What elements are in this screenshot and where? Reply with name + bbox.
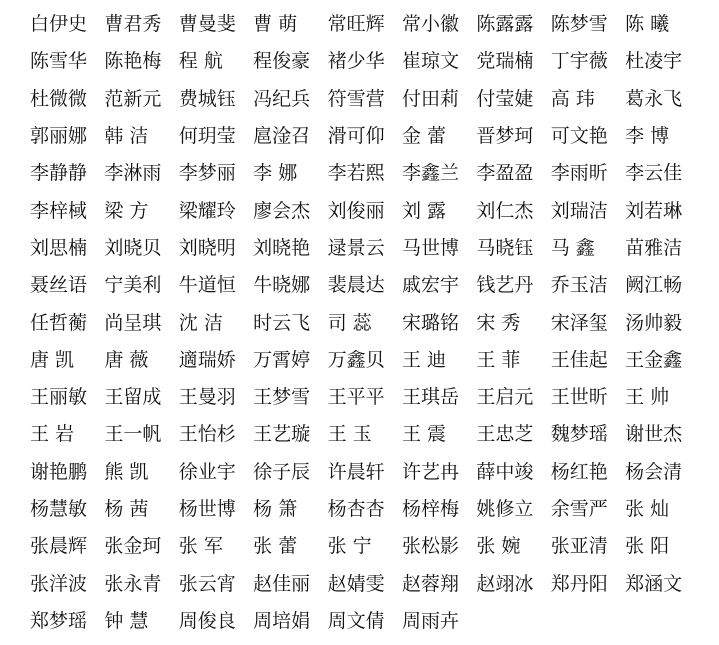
name-item: 刘若琳 [625,199,683,222]
name-item: 曹曼斐 [178,13,236,36]
name-item: 白伊史 [30,13,88,36]
name-item: 刘 露 [401,199,446,222]
name-item: 王 帅 [625,386,670,409]
name-item: 曹君秀 [104,13,162,36]
name-item: 王艺璇 [253,423,311,446]
name-item: 符雪营 [327,87,385,110]
name-item: 李淋雨 [104,162,162,185]
name-item: 韩 洁 [104,125,149,148]
name-item: 宋 秀 [476,311,521,334]
name-item: 宁美利 [104,274,162,297]
name-item: 张 宁 [327,535,372,558]
name-item: 杨 茜 [104,498,149,520]
name-item: 廖会杰 [253,199,311,222]
name-item: 王金鑫 [625,348,683,371]
name-item: 任哲蘅 [30,311,88,334]
name-item: 宋璐铭 [401,311,459,334]
name-item: 戚宏宇 [401,274,459,297]
name-item: 何玥莹 [178,125,236,148]
name-item: 张 婉 [476,535,521,558]
name-item: 许艺冉 [401,460,459,483]
name-item: 王曼羽 [178,386,236,409]
name-item: 牛道恒 [178,274,236,297]
name-item: 张永青 [104,572,162,595]
name-item: 李 娜 [253,162,298,185]
name-item: 王 玉 [327,423,372,446]
name-item: 王世昕 [550,386,608,409]
name-item: 时云飞 [253,311,311,334]
name-item: 李鑫兰 [401,162,459,185]
name-item: 王 菲 [476,348,521,371]
name-item: 刘俊丽 [327,199,385,222]
name-item: 张洋波 [30,572,88,595]
name-item: 陈艳梅 [104,50,162,73]
name-item: 杨世博 [178,498,236,520]
name-item: 王梦雪 [253,386,311,409]
name-item: 郑涵文 [625,572,683,595]
name-item: 杨会清 [625,460,683,483]
name-item: 张 灿 [625,498,670,520]
name-item: 梁耀玲 [178,199,236,222]
name-item: 陈露露 [476,13,534,36]
name-item: 葛永飞 [625,87,683,110]
name-item: 陈 曦 [625,13,670,36]
name-item: 牛晓娜 [253,274,311,297]
name-item: 魏梦瑶 [550,423,608,446]
name-item: 付莹婕 [476,87,534,110]
name-item: 许晨轩 [327,460,385,483]
name-item: 周培娟 [253,609,311,632]
name-item: 钱艺丹 [476,274,534,297]
name-item: 冯纪兵 [253,87,311,110]
name-item: 刘晓贝 [104,236,162,259]
name-item: 聂丝语 [30,274,88,297]
name-item: 付田莉 [401,87,459,110]
name-item: 滑可仰 [327,125,385,148]
name-item: 崔琼文 [401,50,459,73]
name-item: 李梓棫 [30,199,88,222]
name-item: 王怡杉 [178,423,236,446]
name-item: 张 阳 [625,535,670,558]
name-item: 李梦丽 [178,162,236,185]
name-item: 沈 洁 [178,311,223,334]
name-item: 杨红艳 [550,460,608,483]
name-item: 马晓钰 [476,236,534,259]
name-item: 费城钰 [178,87,236,110]
name-item: 尚呈琪 [104,311,162,334]
name-item: 刘仁杰 [476,199,534,222]
name-item: 唐 薇 [104,348,149,371]
name-item: 张松影 [401,535,459,558]
name-item: 赵蓉翔 [401,572,459,595]
name-item: 赵婧雯 [327,572,385,595]
name-item: 適瑞娇 [178,348,236,371]
name-item: 李静静 [30,162,88,185]
name-list-grid [30,6,710,640]
name-item: 刘思楠 [30,236,88,259]
name-item: 宋泽玺 [550,311,608,334]
name-item: 王忠芝 [476,423,534,446]
name-item: 李 博 [625,125,670,148]
name-item: 唐 凯 [30,348,75,371]
name-item: 李盈盈 [476,162,534,185]
name-item: 丁宇薇 [550,50,608,73]
name-item: 曹 萌 [253,13,298,36]
name-item: 杨慧敏 [30,498,88,520]
name-item: 王启元 [476,386,534,409]
name-item: 张 军 [178,535,223,558]
name-item: 程俊豪 [253,50,311,73]
name-item: 陈梦雪 [550,13,608,36]
name-item: 周文倩 [327,609,385,632]
name-item: 扈淦召 [253,125,311,148]
name-item: 熊 凯 [104,460,149,483]
name-item: 刘晓艳 [253,236,311,259]
name-item: 刘晓明 [178,236,236,259]
name-item: 赵佳丽 [253,572,311,595]
name-item: 苗雅洁 [625,236,683,259]
name-item: 郭丽娜 [30,125,88,148]
name-item: 晋梦珂 [476,125,534,148]
name-item: 王 震 [401,423,446,446]
name-item: 党瑞楠 [476,50,534,73]
name-item: 张金珂 [104,535,162,558]
name-item: 万霄婷 [253,348,311,371]
name-item: 王 岩 [30,423,75,446]
name-item: 张云宵 [178,572,236,595]
name-item: 李若熙 [327,162,385,185]
name-item: 谢世杰 [625,423,683,446]
name-item: 王平平 [327,386,385,409]
name-item: 汤帅毅 [625,311,683,334]
name-item: 裴晨达 [327,274,385,297]
name-item: 余雪严 [550,498,608,520]
name-item: 陈雪华 [30,50,88,73]
name-item: 徐业宇 [178,460,236,483]
name-item: 杜微微 [30,87,88,110]
name-item: 王留成 [104,386,162,409]
name-item: 逯景云 [327,236,385,259]
name-item: 王丽敏 [30,386,88,409]
name-item: 司 蕊 [327,311,372,334]
name-item: 可文艳 [550,125,608,148]
name-item: 马 鑫 [550,236,595,259]
name-item: 周俊良 [178,609,236,632]
name-item: 阙江畅 [625,274,683,297]
name-item: 李雨昕 [550,162,608,185]
name-item: 杨杏杏 [327,498,385,520]
name-item: 程 航 [178,50,223,73]
name-item: 梁 方 [104,199,149,222]
name-item: 刘瑞洁 [550,199,608,222]
name-item: 高 玮 [550,87,595,110]
name-item: 杨 箫 [253,498,298,520]
name-item: 常小徽 [401,13,459,36]
name-item: 王佳起 [550,348,608,371]
name-item: 王琪岳 [401,386,459,409]
name-item: 谢艳鹏 [30,460,88,483]
name-item: 马世博 [401,236,459,259]
name-item: 钟 慧 [104,609,149,632]
name-item: 薛中竣 [476,460,534,483]
name-item: 赵翊冰 [476,572,534,595]
name-item: 王 迪 [401,348,446,371]
name-item: 范新元 [104,87,162,110]
name-item: 万鑫贝 [327,348,385,371]
name-item: 褚少华 [327,50,385,73]
name-item: 徐子辰 [253,460,311,483]
name-item: 郑丹阳 [550,572,608,595]
name-item: 杨梓梅 [401,498,459,520]
name-item: 乔玉洁 [550,274,608,297]
name-item: 周雨卉 [401,609,459,632]
name-item: 张 蕾 [253,535,298,558]
name-item: 常旺辉 [327,13,385,36]
name-item: 李云佳 [625,162,683,185]
name-item: 张亚清 [550,535,608,558]
name-item: 郑梦瑶 [30,609,88,632]
name-item: 张晨辉 [30,535,88,558]
name-item: 姚修立 [476,498,534,520]
name-item: 杜凌宇 [625,50,683,73]
name-item: 王一帆 [104,423,162,446]
name-item: 金 蕾 [401,125,446,148]
